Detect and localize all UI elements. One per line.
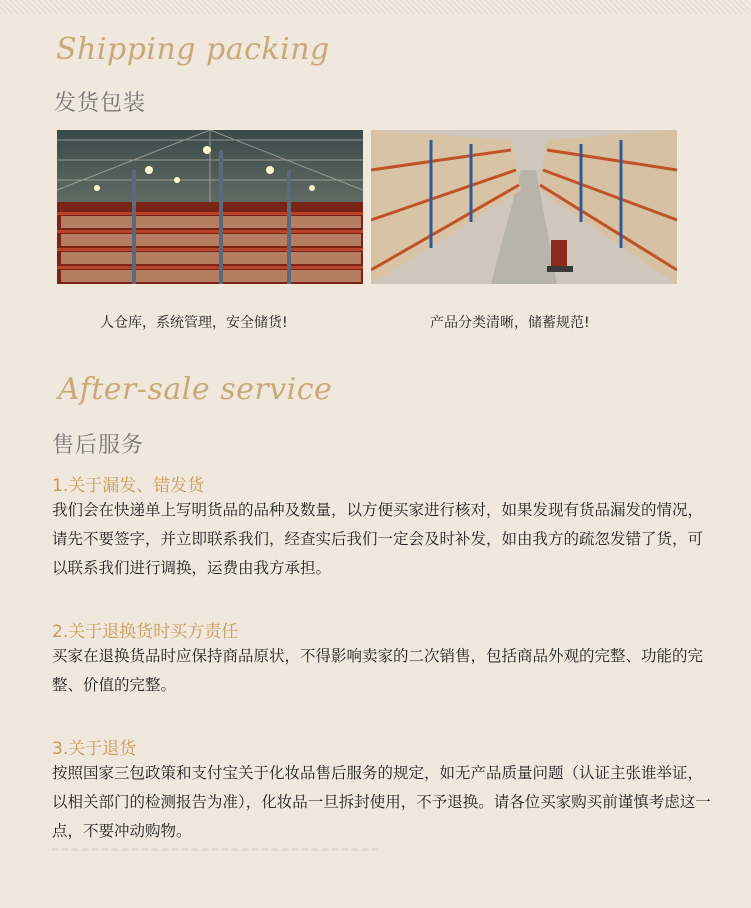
section-2-heading: 2.关于退换货时买方责任 — [52, 622, 239, 642]
section-1-body: 我们会在快递单上写明货品的品种及数量，以方便买家进行核对，如果发现有货品漏发的情况，请先不要签字，并立即联系我们，经查实后我们一定会及时补发，如由我方的疏忽发错了货，可以联系我们进行调换，运费由我方承担。 — [52, 501, 704, 577]
faded-divider — [52, 848, 382, 851]
shipping-title: 发货包装 — [54, 91, 147, 116]
shipping-script-title: Shipping packing — [56, 32, 330, 67]
shipping-caption-left: 人仓库，系统管理，安全储货! — [100, 315, 288, 331]
section-3-body: 按照国家三包政策和支付宝关于化妆品售后服务的规定，如无产品质量问题（认证主张谁举证，以相关部门的检测报告为准），化妆品一旦拆封使用，不予退换。请各位买家购买前谨慎考虑这一点，不要冲动购物。 — [52, 764, 711, 840]
section-2-body: 买家在退换货品时应保持商品原状，不得影响卖家的二次销售，包括商品外观的完整、功能的完整、价值的完整。 — [52, 647, 704, 694]
warehouse-photo — [57, 130, 363, 284]
after-sale-title: 售后服务 — [52, 433, 145, 458]
after-sale-script-title: After-sale service — [58, 372, 333, 407]
top-pattern-band — [0, 0, 751, 14]
storage-racks-photo — [371, 130, 677, 284]
section-1-heading: 1.关于漏发、错发货 — [52, 476, 205, 496]
shipping-caption-right: 产品分类清晰，储蓄规范! — [430, 315, 590, 331]
section-3-heading: 3.关于退货 — [52, 739, 137, 759]
